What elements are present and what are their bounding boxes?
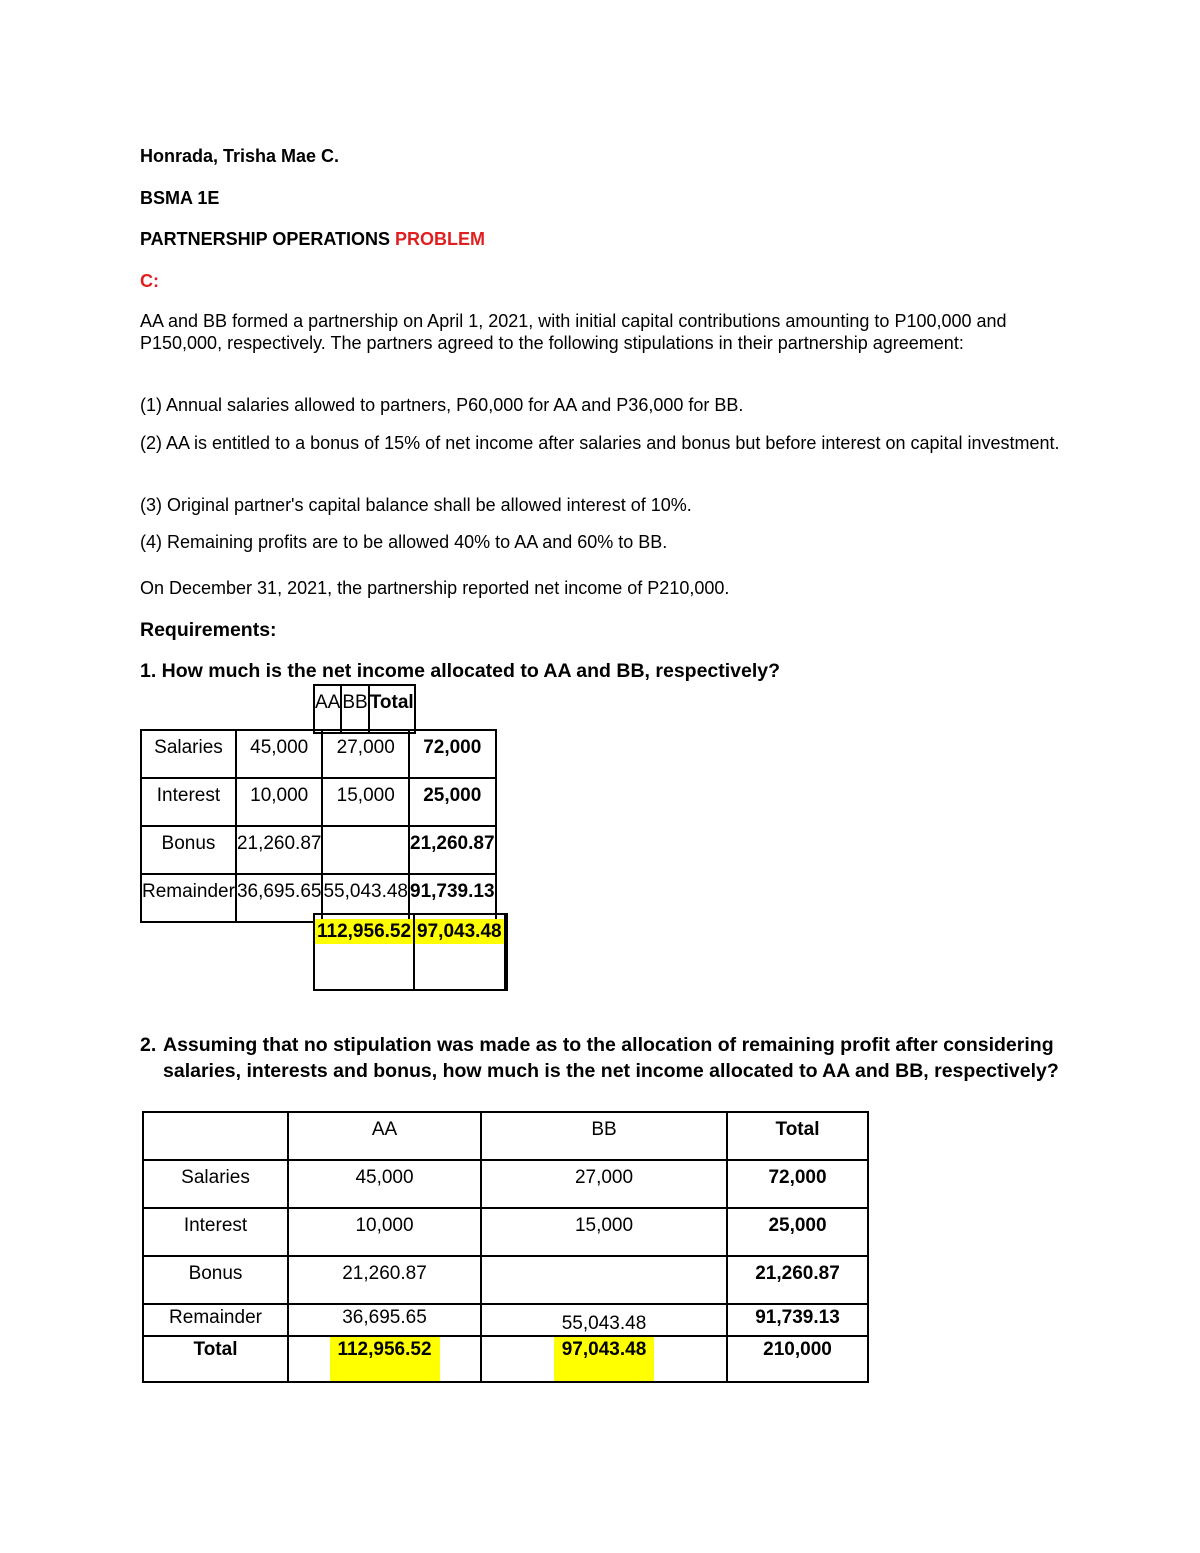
table-1-total-bb	[414, 914, 505, 990]
stipulation-4: (4) Remaining profits are to be allowed 40% to AA and 60% to BB.	[140, 532, 668, 552]
stipulation-3: (3) Original partner's capital balance shall be allowed interest of 10%.	[140, 495, 692, 515]
problem-closing: On December 31, 2021, the partnership reported net income of P210,000.	[140, 578, 730, 598]
table-row	[141, 778, 496, 826]
table-row	[141, 826, 496, 874]
table-2-cell: 55,043.48	[481, 1304, 727, 1336]
stipulation-1: (1) Annual salaries allowed to partners, P60,000 for AA and P36,000 for BB.	[140, 395, 744, 415]
topic-highlight: PROBLEM	[395, 229, 486, 249]
table-1-cell: 36,695.65	[236, 874, 323, 922]
table-2-cell	[481, 1256, 727, 1304]
table-1-totals	[313, 913, 508, 991]
table-row	[314, 914, 507, 990]
table-1-cell: 27,000	[322, 730, 409, 778]
table-1-cell: Remainder	[141, 874, 236, 922]
table-1-header	[313, 684, 416, 734]
table-2-cell: 45,000	[288, 1160, 481, 1208]
table-1-cell: 72,000	[409, 730, 496, 778]
table-row	[143, 1112, 868, 1160]
table-1-cell: 21,260.87	[236, 826, 323, 874]
table-2-cell: 25,000	[727, 1208, 868, 1256]
table-1-cell: Interest	[141, 778, 236, 826]
table-2	[142, 1111, 869, 1383]
table-1-cell: 55,043.48	[322, 874, 409, 922]
problem-letter: C:	[140, 271, 159, 291]
table-2-header-bb: BB	[481, 1112, 727, 1160]
total-aa-value: 112,956.52	[317, 921, 412, 942]
table-1-header-aa: AA	[314, 685, 341, 733]
table-2-total-label: Total	[143, 1336, 288, 1382]
table-2-total-bb	[481, 1336, 727, 1382]
table-1-body	[140, 729, 497, 923]
section-label: BSMA 1E	[140, 188, 220, 208]
table-1-cell: 21,260.87	[409, 826, 496, 874]
table-1-cell: Salaries	[141, 730, 236, 778]
table-2-cell: 21,260.87	[288, 1256, 481, 1304]
table-1-total-aa	[314, 914, 414, 990]
table-2-cell: Remainder	[143, 1304, 288, 1336]
table-1-cell: 15,000	[322, 778, 409, 826]
table-2-cell: 91,739.13	[727, 1304, 868, 1336]
table-2-header-aa: AA	[288, 1112, 481, 1160]
table-1-cell: 25,000	[409, 778, 496, 826]
problem-intro: AA and BB formed a partnership on April 1, 2021, with initial capital contributions amounting to P100,000 and P150,000, respectively. The partners agreed to the following stipulations in their partnership agreement:	[140, 311, 1007, 353]
question-2-number: 2.	[140, 1034, 157, 1056]
topic-text: PARTNERSHIP OPERATIONS	[140, 229, 391, 249]
table-2-cell: 10,000	[288, 1208, 481, 1256]
table-row	[143, 1160, 868, 1208]
table-2-header-total: Total	[727, 1112, 868, 1160]
table-row	[143, 1256, 868, 1304]
table-2-cell: 36,695.65	[288, 1304, 481, 1336]
table-row	[143, 1208, 868, 1256]
table-1-header-total: Total	[369, 685, 415, 733]
question-1: 1. How much is the net income allocated to AA and BB, respectively?	[140, 660, 781, 682]
table-2-cell: Salaries	[143, 1160, 288, 1208]
table-row	[143, 1336, 868, 1382]
total-bb-value: 97,043.48	[417, 921, 502, 942]
table-1-cell: 10,000	[236, 778, 323, 826]
table-2-total-sum: 210,000	[727, 1336, 868, 1382]
table-1-cell	[322, 826, 409, 874]
table-2-cell: Bonus	[143, 1256, 288, 1304]
total-bb-value: 97,043.48	[554, 1337, 654, 1381]
table-row	[141, 730, 496, 778]
table-2-header-blank	[143, 1112, 288, 1160]
table-1-cell: Bonus	[141, 826, 236, 874]
table-2-cell: 15,000	[481, 1208, 727, 1256]
table-row	[143, 1304, 868, 1336]
table-2-cell: 27,000	[481, 1160, 727, 1208]
table-1-total-sum	[505, 914, 507, 990]
student-name: Honrada, Trisha Mae C.	[140, 146, 340, 166]
table-2-cell: 72,000	[727, 1160, 868, 1208]
table-2-cell: 21,260.87	[727, 1256, 868, 1304]
table-1-cell: 91,739.13	[409, 874, 496, 922]
topic-title	[140, 229, 485, 250]
table-1-header-bb: BB	[341, 685, 368, 733]
table-2-cell: Interest	[143, 1208, 288, 1256]
stipulation-2: (2) AA is entitled to a bonus of 15% of net income after salaries and bonus but before interest on capital investment.	[140, 433, 1060, 453]
question-2-text: Assuming that no stipulation was made as to the allocation of remaining profit after considering salaries, interests and bonus, how much is the net income allocated to AA and BB, respectively?	[163, 1034, 1059, 1082]
table-1-cell: 45,000	[236, 730, 323, 778]
total-aa-value: 112,956.52	[330, 1337, 440, 1381]
requirements-label: Requirements:	[140, 619, 277, 641]
table-2-total-aa	[288, 1336, 481, 1382]
